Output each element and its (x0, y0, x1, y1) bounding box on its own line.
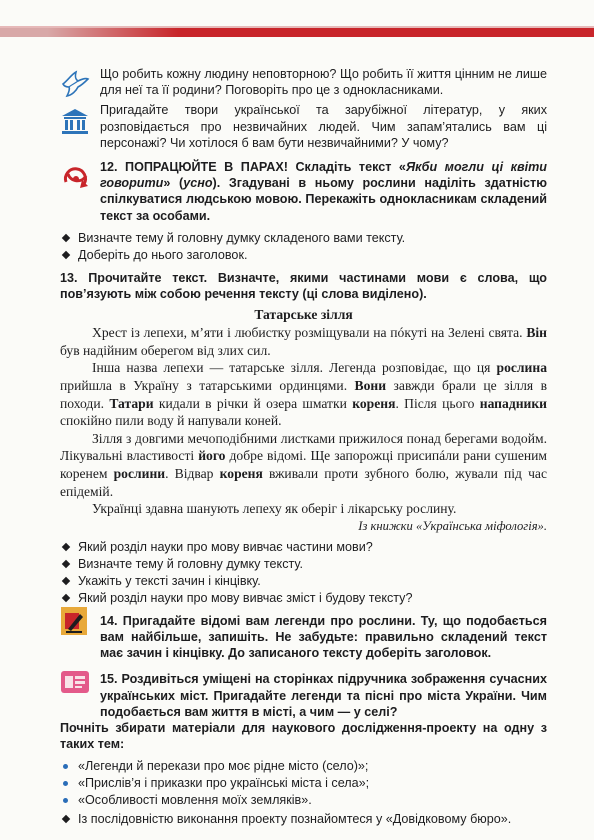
exercise-14: 14. Пригадайте відомі вам легенди про рослини. Ту, що подобається вам найбільше, запишіть. Не забудьте: правильно складений текст має зачин і кінцівку. До записаного тексту доберіть заголовок. (100, 613, 547, 661)
text-paragraph-4: Українці здавна шанують лепеху як оберіг і лікарську рослину. (92, 501, 457, 517)
exercise-12-tasks (60, 230, 547, 264)
page-content (60, 66, 547, 828)
list-item: Який розділ науки про мову вивчає частини мови? (60, 539, 547, 556)
bullet-diamond-icon (62, 560, 70, 568)
intro-question-1: Що робить кожну людину неповторною? Що робить її життя цінним не лише для неї та її родини? Поговоріть про це з однокласниками. (100, 67, 547, 98)
final-task (60, 811, 547, 828)
list-item: «Легенди й перекази про моє рідне місто (село)»; (60, 758, 547, 775)
text-paragraph-3: Зілля з довгими мечоподібними листками прижилося понад берегами водойм. Лікувальні властивості його добре відомі. Ще запорожці присипáли рани сушеним коренем рослини. Відвар кореня вживали проти зубного болю, жували під час епідемій. (60, 430, 548, 499)
exercise-12: 12. ПОПРАЦЮЙТЕ В ПАРАХ! Складіть текст «Якби могли ці квіти говорити» (усно). Згадувані в ньому рослини наділіть здатністю спілкуватися людською мовою. Перекажіть однокласникам складений текст за особами. (100, 160, 547, 223)
list-item: Який розділ науки про мову вивчає зміст і будову тексту? (60, 590, 547, 607)
bullet-diamond-icon (62, 594, 70, 602)
list-item: Із послідовністю виконання проекту познайомтеся у «Довідковому бюро». (60, 811, 547, 828)
exercise-15-subheading: Почніть збирати матеріали для наукового дослідження-проекту на одну з таких тем: (60, 720, 547, 752)
bullet-dot-icon (63, 781, 68, 786)
bullet-diamond-icon (62, 251, 70, 259)
list-item: Доберіть до нього заголовок. (60, 247, 547, 264)
project-topics (60, 758, 547, 809)
list-item: «Особливості мовлення моїх земляків». (60, 792, 547, 809)
exercise-13-tasks (60, 539, 547, 607)
list-item: Визначте тему й головну думку складеного вами тексту. (60, 230, 547, 247)
text-title: Татарське зілля (254, 307, 353, 323)
exercise-15: 15. Роздивіться уміщені на сторінках підручника зображення сучасних українських міст. Пригадайте легенди та пісні про міста України. Чим подобається вам життя в місті, а чим — у селі? (100, 672, 547, 719)
bullet-diamond-icon (62, 815, 70, 823)
exercise-13-heading: 13. Прочитайте текст. Визначте, якими частинами мови є слова, що пов’язують між собою речення тексту (ці слова виділено). (60, 270, 547, 302)
list-item: Визначте тему й головну думку тексту. (60, 556, 547, 573)
bullet-diamond-icon (62, 543, 70, 551)
text-paragraph-1: Хрест із лепехи, м’яти і любистку розміщували на пóкуті на Зелені свята. Він був надійним оберегом від злих сил. (60, 325, 547, 358)
text-paragraph-2: Інша назва лепехи — татарське зілля. Легенда розповідає, що ця рослина прийшла в Україну з татарськими ординцями. Вони завжди брали це зілля в походи. Татари кидали в річки й озера шматки кореня. Після цього нападники спокійно пили воду й напували коней. (60, 360, 548, 429)
bullet-dot-icon (63, 798, 68, 803)
list-item: «Прислів’я і приказки про українські міста і села»; (60, 775, 547, 792)
intro-question-2: Пригадайте твори української та зарубіжної літератур, у яких розповідається про незвичайних людей. Чим запам’ятались вам ці персонажі? Чи хотілося б вам бути незвичайними? У чому? (100, 103, 547, 150)
list-item: Укажіть у тексті зачин і кінцівку. (60, 573, 547, 590)
text-source: Із книжки «Українська міфологія». (358, 518, 547, 533)
bullet-dot-icon (63, 764, 68, 769)
header-stripe (0, 28, 594, 37)
bullet-diamond-icon (62, 234, 70, 242)
bullet-diamond-icon (62, 577, 70, 585)
